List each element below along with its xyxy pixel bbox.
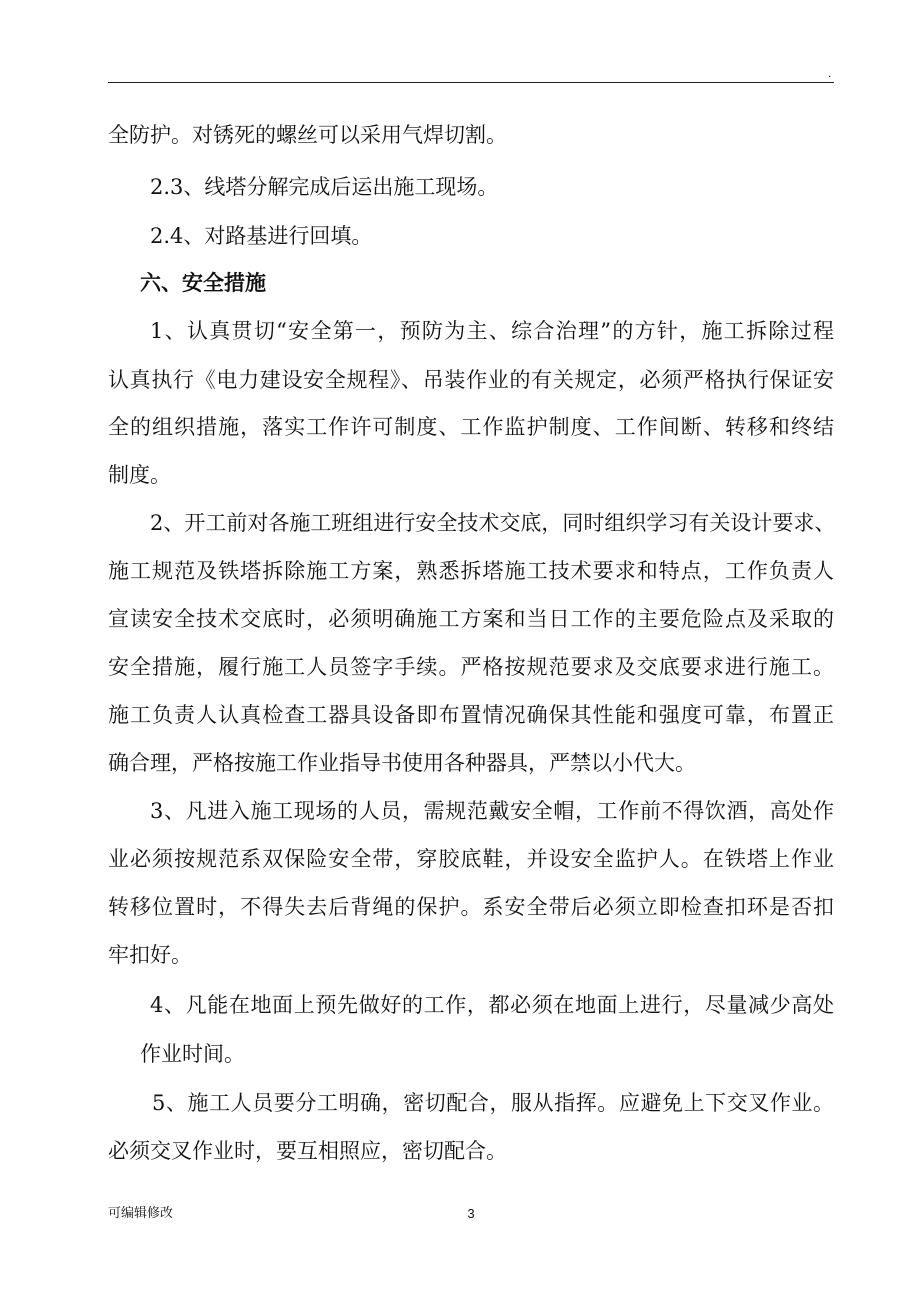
text-line: 必须交叉作业时，要互相照应，密切配合。 bbox=[108, 1139, 507, 1163]
text-line: 2.3、线塔分解完成后运出施工现场。 bbox=[150, 175, 499, 199]
text-line: 全的组织措施，落实工作许可制度、工作监护制度、工作间断、转移和终结 bbox=[108, 415, 834, 439]
text-line: 1、认真贯切“安全第一，预防为主、综合治理”的方针，施工拆除过程 bbox=[150, 319, 834, 343]
text-line: 业必须按规范系双保险安全带，穿胶底鞋，并设安全监护人。在铁塔上作业 bbox=[108, 847, 834, 871]
text-line: 5、施工人员要分工明确，密切配合，服从指挥。应避免上下交叉作业。 bbox=[152, 1091, 834, 1115]
text-line: 施工负责人认真检查工器具设备即布置情况确保其性能和强度可靠，布置正 bbox=[108, 703, 834, 727]
text-line: 宣读安全技术交底时，必须明确施工方案和当日工作的主要危险点及采取的 bbox=[108, 607, 834, 631]
text-line: 转移位置时，不得失去后背绳的保护。系安全带后必须立即检查扣环是否扣 bbox=[108, 895, 834, 919]
footer-editable-note: 可编辑修改 bbox=[108, 1206, 174, 1221]
text-line: 确合理，严格按施工作业指导书使用各种器具，严禁以小代大。 bbox=[108, 751, 696, 775]
page-number: 3 bbox=[467, 1206, 475, 1221]
section-heading: 六、安全措施 bbox=[140, 271, 266, 295]
text-line: 2.4、对路基进行回填。 bbox=[150, 224, 373, 248]
header-rule bbox=[108, 82, 834, 83]
text-line: 作业时间。 bbox=[140, 1042, 245, 1066]
text-line: 牢扣好。 bbox=[108, 943, 192, 967]
text-line: 制度。 bbox=[108, 463, 171, 487]
text-line: 2、开工前对各施工班组进行安全技术交底，同时组织学习有关设计要求、 bbox=[150, 511, 836, 535]
text-line: 3、凡进入施工现场的人员，需规范戴安全帽，工作前不得饮酒，高处作 bbox=[150, 799, 834, 823]
text-line: 安全措施，履行施工人员签字手续。严格按规范要求及交底要求进行施工。 bbox=[108, 655, 834, 679]
text-line: 全防护。对锈死的螺丝可以采用气焊切割。 bbox=[108, 123, 507, 147]
text-line: 认真执行《电力建设安全规程》、吊装作业的有关规定，必须严格执行保证安 bbox=[108, 368, 834, 392]
text-line: 施工规范及铁塔拆除施工方案，熟悉拆塔施工技术要求和特点，工作负责人 bbox=[108, 559, 834, 583]
header-mark: . bbox=[828, 66, 832, 80]
text-line: 4、凡能在地面上预先做好的工作，都必须在地面上进行，尽量减少高处 bbox=[150, 993, 834, 1017]
